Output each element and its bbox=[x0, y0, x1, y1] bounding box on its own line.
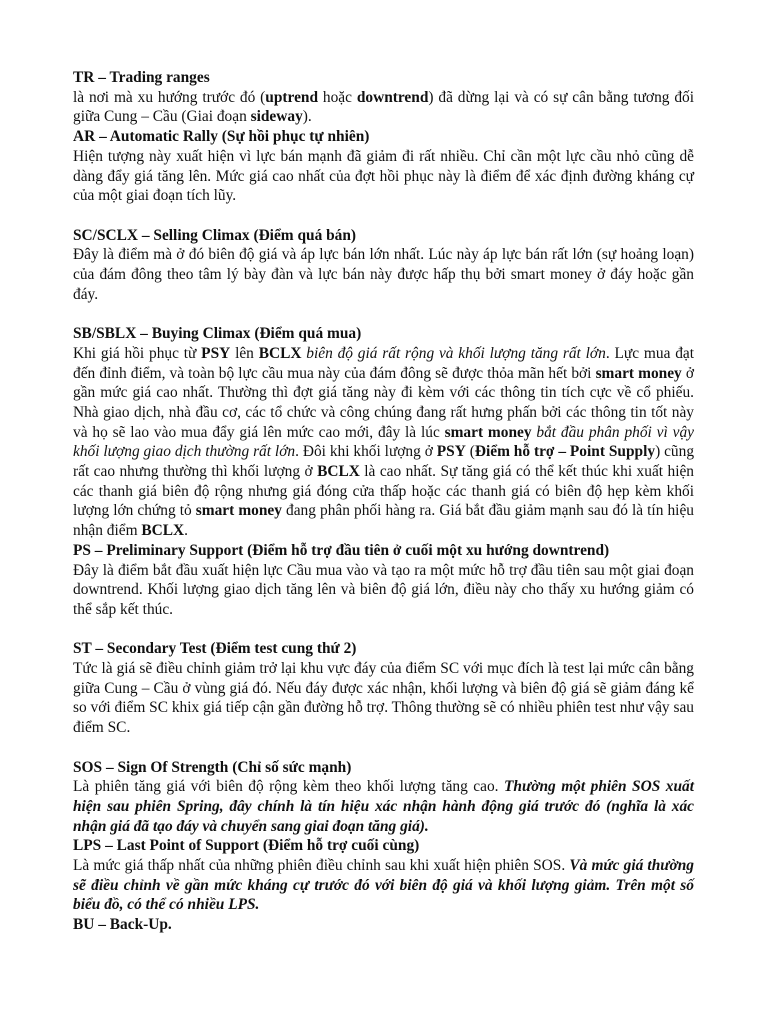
heading-automatic-rally: AR – Automatic Rally (Sự hồi phục tự nhiên) bbox=[73, 128, 370, 146]
term-bclx: BCLX bbox=[141, 522, 185, 540]
term-downtrend: downtrend bbox=[356, 88, 429, 106]
paragraph-buying-climax bbox=[73, 344, 694, 541]
paragraph-selling-climax: Đây là điểm mà ở đó biên độ giá và áp lực bán lớn nhất. Lúc này áp lực bán rất lớn (sự hoảng loạn) của đám đông theo tâm lý bày đàn và lực bán này được hấp thụ bởi smart money ở đáy hoặc gần đáy. bbox=[73, 246, 694, 303]
term-point-supply: Điểm hỗ trợ – Point Supply bbox=[474, 443, 656, 461]
section-sign-of-strength bbox=[73, 758, 694, 837]
heading-trading-ranges: TR – Trading ranges bbox=[73, 69, 210, 86]
section-preliminary-support bbox=[73, 541, 694, 620]
heading-secondary-test: ST – Secondary Test (Điểm test cung thứ 2) bbox=[73, 640, 357, 658]
text-run: lên bbox=[230, 344, 259, 362]
paragraph-automatic-rally: Hiện tượng này xuất hiện vì lực bán mạnh đã giảm đi rất nhiều. Chỉ cần một lực cầu nhỏ cũng dễ dàng đẩy giá tăng lên. Mức giá cao nhất của đợt hồi phục này là điểm để xác định đường kháng cự của một giai đoạn tích lũy. bbox=[73, 147, 694, 205]
term-smart-money: smart money bbox=[444, 423, 532, 441]
term-bclx: BCLX bbox=[317, 463, 360, 481]
paragraph-last-point-of-support bbox=[73, 856, 694, 915]
text-run: Là mức giá thấp nhất của những phiên điều chỉnh sau khi xuất hiện phiên SOS. bbox=[73, 857, 570, 875]
heading-buying-climax: SB/SBLX – Buying Climax (Điểm quá mua) bbox=[73, 325, 362, 343]
paragraph-sign-of-strength bbox=[73, 777, 694, 836]
paragraph-preliminary-support: Đây là điểm bắt đầu xuất hiện lực Cầu mua vào và tạo ra một mức hỗ trợ đầu tiên sau một giai đoạn downtrend. Khối lượng giao dịch tăng lên và biên độ giá lớn, điều này cho thấy xu hướng giảm có thể sắp kết thúc. bbox=[73, 561, 694, 618]
text-run: . Đôi khi khối lượng ở bbox=[295, 443, 437, 461]
text-run: là cao nhất. Sự tăng giá có thể kết thúc khi xuất hiện các thanh giá biên độ rộng nhưng giá đóng cửa thấp hoặc các thanh giá có biên độ hẹp kèm khối lượng lớn chứng tỏ bbox=[73, 463, 694, 520]
heading-preliminary-support: PS – Preliminary Support (Điểm hỗ trợ đầu tiên ở cuối một xu hướng downtrend) bbox=[73, 541, 610, 559]
text-run: . Lực mua đạt đến đỉnh điểm, và toàn bộ lực cầu mua này của đám đông sẽ được thỏa mãn hết bởi bbox=[73, 344, 695, 382]
text-run: ) đã dừng lại và có sự cân bằng tương đối giữa Cung – Cầu (Giai đoạn bbox=[73, 88, 694, 126]
term-bclx: BCLX bbox=[258, 344, 302, 362]
text-run: Là phiên tăng giá với biên độ rộng kèm theo khối lượng tăng cao. bbox=[73, 778, 505, 796]
bold-italic-run: Và mức giá thường sẽ điều chỉnh về gần mức kháng cự trước đó với biên độ giá và khối lượng giảm. Trên một số biểu đồ, có thể có nhiều LPS. bbox=[73, 857, 695, 914]
paragraph-trading-ranges bbox=[73, 88, 694, 127]
heading-last-point-of-support: LPS – Last Point of Support (Điểm hỗ trợ cuối cùng) bbox=[73, 837, 420, 855]
term-smart-money: smart money bbox=[595, 364, 682, 382]
term-psy: PSY bbox=[201, 344, 231, 362]
text-run: . bbox=[184, 522, 189, 540]
heading-back-up: BU – Back-Up. bbox=[73, 916, 172, 934]
text-run: ( bbox=[465, 443, 475, 461]
paragraph-secondary-test: Tức là giá sẽ điều chỉnh giảm trở lại khu vực đáy của điểm SC với mục đích là test lại mức cân bằng giữa Cung – Cầu ở vùng giá đó. Nếu đáy được xác nhận, khối lượng và biên độ giá sẽ giảm đáng kể so với điểm SC khix giá tiếp cận gần đường hỗ trợ. Thông thường sẽ có nhiều phiên test như vậy sau điểm SC. bbox=[73, 660, 694, 737]
bold-italic-run: Thường một phiên SOS xuất hiện sau phiên Spring, đây chính là tín hiệu xác nhận hành động giá trước đó (nghĩa là xác nhận giá đã tạo đáy và chuyển sang giai đoạn tăng giá). bbox=[73, 778, 694, 835]
text-run: là nơi mà xu hướng trước đó ( bbox=[73, 88, 266, 106]
term-sideway: sideway bbox=[250, 108, 303, 126]
text-run: hoặc bbox=[318, 88, 357, 106]
heading-sign-of-strength: SOS – Sign Of Strength (Chỉ số sức mạnh) bbox=[73, 758, 352, 776]
section-secondary-test bbox=[73, 639, 694, 738]
term-uptrend: uptrend bbox=[265, 88, 319, 106]
italic-run: bắt đầu phân phối vì vậy khối lượng giao dịch thường rất lớn bbox=[73, 423, 694, 461]
text-run: ) cũng rất cao nhưng thường thì khối lượng ở bbox=[73, 443, 695, 481]
term-psy: PSY bbox=[436, 443, 466, 461]
text-run: Khi giá hồi phục từ bbox=[73, 344, 202, 362]
section-trading-ranges bbox=[73, 68, 694, 127]
heading-selling-climax: SC/SCLX – Selling Climax (Điểm quá bán) bbox=[73, 226, 357, 244]
section-back-up bbox=[73, 915, 694, 935]
text-run: ). bbox=[302, 108, 312, 126]
section-last-point-of-support bbox=[73, 836, 694, 915]
section-selling-climax bbox=[73, 226, 694, 305]
italic-run: biên độ giá rất rộng và khối lượng tăng rất lớn bbox=[306, 344, 606, 362]
section-automatic-rally bbox=[73, 127, 694, 206]
section-buying-climax bbox=[73, 324, 694, 541]
text-run: ở gần mức giá cao nhất. Thường thì đợt giá tăng này đi kèm với các thông tin tích cực về cổ phiếu. Nhà giao dịch, nhà đầu cơ, các tổ chức và công chúng đang rất hưng phấn bởi các thông tin tốt này và họ sẽ lao vào mua đẩy giá lên mức cao mới, đây là lúc bbox=[73, 364, 694, 441]
term-smart-money: smart money bbox=[195, 502, 282, 520]
text-run: đang phân phối hàng ra. Giá bắt đầu giảm mạnh sau đó là tín hiệu nhận điểm bbox=[73, 502, 694, 540]
